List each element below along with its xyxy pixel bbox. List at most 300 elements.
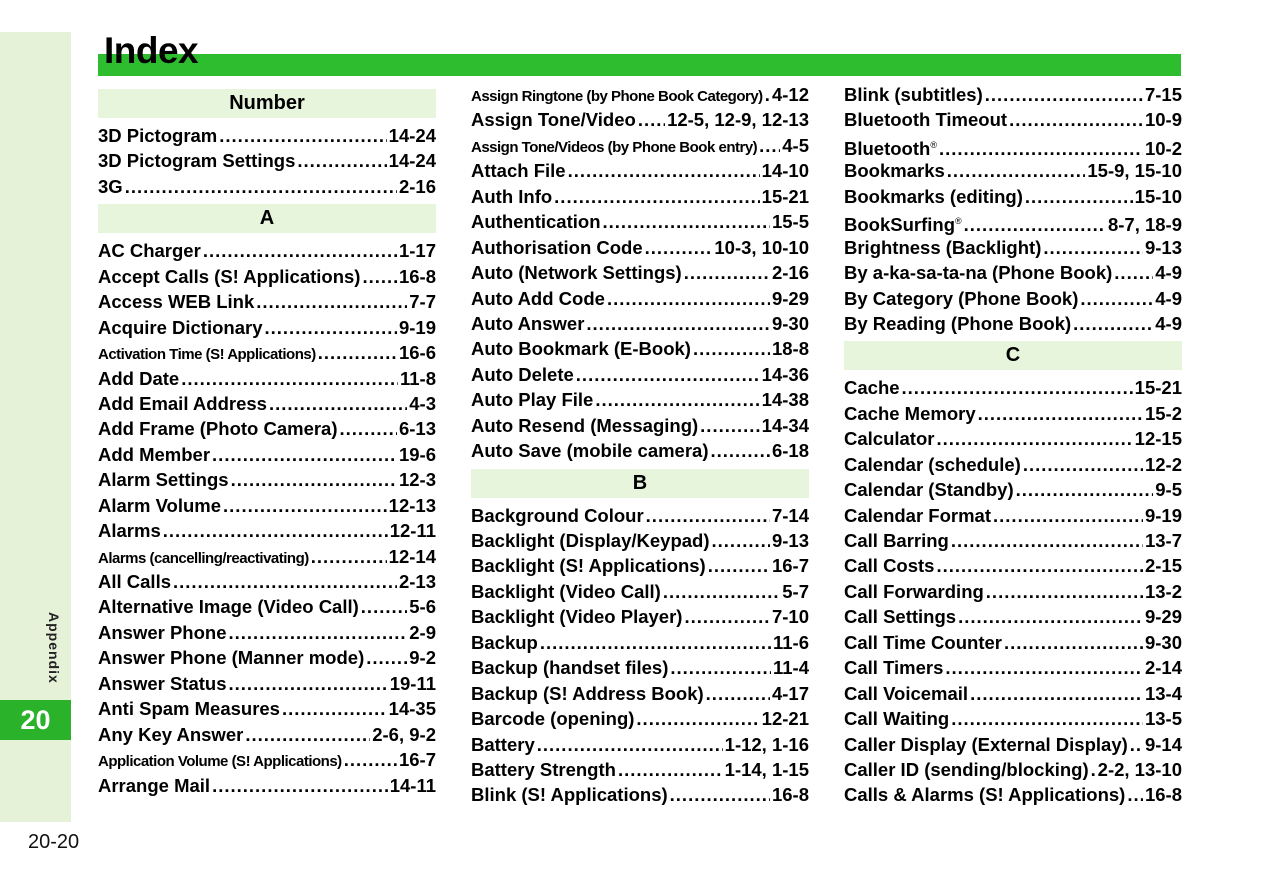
index-page-ref: 9-30 bbox=[771, 312, 809, 334]
dot-leader bbox=[586, 311, 770, 336]
index-entry bbox=[844, 260, 1182, 285]
dot-leader bbox=[366, 645, 407, 670]
index-term: Auto Delete bbox=[471, 363, 574, 385]
index-entry bbox=[98, 123, 436, 148]
index-term: Backup (handset files) bbox=[471, 657, 669, 679]
index-term: Bookmarks bbox=[844, 160, 945, 182]
index-term: By Reading (Phone Book) bbox=[844, 312, 1072, 334]
index-entry bbox=[471, 655, 809, 680]
dot-leader bbox=[340, 416, 397, 441]
index-entry bbox=[844, 158, 1182, 183]
index-term: Auto Answer bbox=[471, 312, 585, 334]
index-term: Backlight (Video Player) bbox=[471, 606, 683, 628]
index-term: Authentication bbox=[471, 211, 601, 233]
index-page-ref: 9-19 bbox=[398, 316, 436, 338]
index-page-ref: 15-10 bbox=[1134, 185, 1182, 207]
dot-leader bbox=[985, 82, 1143, 107]
index-entry bbox=[471, 438, 809, 463]
index-term: Calendar (Standby) bbox=[844, 479, 1014, 501]
index-term: Calendar (schedule) bbox=[844, 453, 1021, 475]
dot-leader bbox=[223, 493, 387, 518]
index-page-ref: 10-2 bbox=[1144, 138, 1182, 160]
index-term: Add Frame (Photo Camera) bbox=[98, 418, 338, 440]
index-page-ref: 12-15 bbox=[1134, 428, 1182, 450]
index-page-ref: 12-5, 12-9, 12-13 bbox=[667, 109, 809, 131]
index-entry bbox=[98, 174, 436, 199]
index-term: Backlight (Video Call) bbox=[471, 580, 661, 602]
dot-leader bbox=[646, 503, 770, 528]
dot-leader bbox=[344, 747, 397, 772]
dot-leader bbox=[712, 528, 770, 553]
index-page-ref: 2-13 bbox=[398, 571, 436, 592]
index-page-ref: 15-5 bbox=[771, 211, 809, 233]
index-term: Add Email Address bbox=[98, 392, 267, 414]
index-entry bbox=[844, 184, 1182, 209]
dot-leader bbox=[256, 289, 407, 314]
dot-leader bbox=[708, 553, 770, 578]
index-page-ref: 4-12 bbox=[771, 84, 809, 105]
dot-leader bbox=[1080, 286, 1153, 311]
index-page-ref: 11-6 bbox=[772, 631, 809, 653]
index-entry bbox=[471, 579, 809, 604]
index-page-ref: 12-3 bbox=[398, 469, 436, 491]
index-page-ref: 4-17 bbox=[771, 682, 809, 704]
index-page-ref: 4-9 bbox=[1155, 312, 1182, 334]
dot-leader bbox=[1025, 184, 1133, 209]
index-page-ref: 12-21 bbox=[761, 708, 809, 730]
index-entry bbox=[471, 82, 809, 107]
index-term: Application Volume (S! Applications) bbox=[98, 753, 342, 771]
index-term: All Calls bbox=[98, 571, 171, 592]
index-entry bbox=[844, 604, 1182, 629]
dot-leader bbox=[554, 184, 760, 209]
dot-leader bbox=[229, 620, 408, 645]
index-entry bbox=[844, 452, 1182, 477]
index-term: Any Key Answer bbox=[98, 723, 244, 745]
index-entry bbox=[471, 681, 809, 706]
dot-leader bbox=[706, 681, 770, 706]
index-term: Add Member bbox=[98, 443, 211, 465]
index-term: Call Time Counter bbox=[844, 631, 1002, 653]
index-term: Auto Add Code bbox=[471, 287, 605, 309]
index-page-ref: 14-35 bbox=[388, 698, 436, 720]
index-entry bbox=[471, 235, 809, 260]
registered-mark: ® bbox=[930, 139, 937, 150]
dot-leader bbox=[1130, 732, 1143, 757]
index-term: Assign Tone/Videos (by Phone Book entry) bbox=[471, 138, 758, 156]
index-entry bbox=[471, 387, 809, 412]
index-term: Call Costs bbox=[844, 555, 935, 577]
index-entry bbox=[98, 340, 436, 365]
index-term: Background Colour bbox=[471, 504, 644, 526]
dot-leader bbox=[318, 340, 397, 365]
index-page-ref: 7-15 bbox=[1144, 84, 1182, 105]
index-term: Attach File bbox=[471, 160, 566, 182]
index-entry bbox=[98, 722, 436, 747]
index-page-ref: 2-16 bbox=[771, 262, 809, 284]
index-entry bbox=[844, 375, 1182, 400]
index-entry bbox=[98, 518, 436, 543]
dot-leader bbox=[645, 235, 713, 260]
index-term: Battery bbox=[471, 733, 535, 755]
index-term: Calendar Format bbox=[844, 504, 992, 526]
dot-leader bbox=[1114, 260, 1153, 285]
index-term: 3D Pictogram bbox=[98, 125, 218, 146]
index-term: Bluetooth Timeout bbox=[844, 109, 1008, 131]
index-page-ref: 14-24 bbox=[388, 125, 436, 146]
index-page-ref: 2-6, 9-2 bbox=[372, 723, 436, 745]
title-bar bbox=[98, 54, 1181, 76]
dot-leader bbox=[693, 336, 770, 361]
dot-leader bbox=[970, 681, 1143, 706]
index-page-ref: 1-12, 1-16 bbox=[724, 733, 809, 755]
index-entry bbox=[471, 782, 809, 807]
index-page-ref: 14-10 bbox=[761, 160, 809, 182]
index-page-ref: 2-2, 13-10 bbox=[1097, 758, 1182, 780]
index-entry bbox=[98, 416, 436, 441]
dot-leader bbox=[568, 158, 760, 183]
index-page-ref: 13-4 bbox=[1144, 682, 1182, 704]
index-entry bbox=[844, 732, 1182, 757]
index-page-ref: 11-8 bbox=[399, 367, 436, 389]
index-page-ref: 12-14 bbox=[388, 545, 436, 567]
index-entry bbox=[98, 467, 436, 492]
index-entry bbox=[98, 569, 436, 594]
index-term: Battery Strength bbox=[471, 758, 616, 780]
section-heading: C bbox=[844, 341, 1182, 370]
index-entry bbox=[844, 209, 1182, 234]
index-page-ref: 15-2 bbox=[1144, 402, 1182, 424]
index-page-ref: 14-36 bbox=[761, 363, 809, 385]
index-entry bbox=[844, 782, 1182, 807]
index-term: Brightness (Backlight) bbox=[844, 236, 1042, 258]
index-entry bbox=[98, 747, 436, 772]
index-term: Cache Memory bbox=[844, 402, 976, 424]
index-page-ref: 12-13 bbox=[388, 494, 436, 516]
index-term: Arrange Mail bbox=[98, 774, 211, 796]
dot-leader bbox=[902, 375, 1133, 400]
dot-leader bbox=[1016, 477, 1154, 502]
index-term: Barcode (opening) bbox=[471, 708, 635, 730]
index-entry bbox=[98, 238, 436, 263]
index-page-ref: 12-2 bbox=[1144, 453, 1182, 475]
index-term: Acquire Dictionary bbox=[98, 316, 263, 338]
index-page-ref: 16-8 bbox=[1144, 784, 1182, 806]
index-entry bbox=[98, 391, 436, 416]
index-entry bbox=[98, 493, 436, 518]
dot-leader bbox=[663, 579, 780, 604]
index-entry bbox=[471, 630, 809, 655]
dot-leader bbox=[636, 706, 759, 731]
section-heading: Number bbox=[98, 89, 436, 118]
index-page-ref: 10-9 bbox=[1144, 109, 1182, 131]
index-entry bbox=[844, 133, 1182, 158]
index-entry bbox=[471, 706, 809, 731]
index-page-ref: 4-9 bbox=[1155, 262, 1182, 284]
dot-leader bbox=[993, 503, 1143, 528]
index-term: Auto Save (mobile camera) bbox=[471, 440, 709, 462]
dot-leader bbox=[537, 732, 723, 757]
index-entry bbox=[471, 158, 809, 183]
index-entry bbox=[98, 696, 436, 721]
dot-leader bbox=[936, 426, 1132, 451]
dot-leader bbox=[759, 133, 780, 158]
dot-leader bbox=[212, 442, 397, 467]
section-heading: A bbox=[98, 204, 436, 233]
dot-leader bbox=[603, 209, 770, 234]
index-page-ref: 14-38 bbox=[761, 389, 809, 411]
dot-leader bbox=[638, 107, 665, 132]
index-term: Blink (S! Applications) bbox=[471, 784, 668, 806]
index-entry bbox=[844, 401, 1182, 426]
dot-leader bbox=[1091, 757, 1096, 782]
index-page-ref: 16-7 bbox=[771, 555, 809, 577]
index-page-ref: 9-29 bbox=[771, 287, 809, 309]
index-entry bbox=[471, 604, 809, 629]
index-page-ref: 10-3, 10-10 bbox=[714, 236, 809, 258]
index-term: Backlight (Display/Keypad) bbox=[471, 530, 710, 551]
dot-leader bbox=[245, 722, 370, 747]
index-term: Bluetooth® bbox=[844, 138, 937, 160]
index-term: Calls & Alarms (S! Applications) bbox=[844, 784, 1126, 806]
index-entry bbox=[98, 594, 436, 619]
index-page-ref: 4-5 bbox=[782, 134, 809, 156]
dot-leader bbox=[1073, 311, 1153, 336]
dot-leader bbox=[297, 148, 386, 173]
index-page-ref: 8-7, 18-9 bbox=[1107, 214, 1182, 236]
index-term: Answer Phone bbox=[98, 621, 227, 643]
dot-leader bbox=[362, 264, 397, 289]
index-page-ref: 14-34 bbox=[761, 414, 809, 436]
index-term: Auto Play File bbox=[471, 389, 594, 411]
index-term: Cache bbox=[844, 377, 900, 399]
index-term: Assign Ringtone (by Phone Book Category) bbox=[471, 88, 763, 105]
dot-leader bbox=[1004, 630, 1143, 655]
index-term: Call Timers bbox=[844, 657, 944, 679]
index-entry bbox=[471, 553, 809, 578]
index-term: Backlight (S! Applications) bbox=[471, 555, 706, 577]
index-entry bbox=[844, 553, 1182, 578]
index-term: Alarms bbox=[98, 520, 161, 542]
index-term: By a-ka-sa-ta-na (Phone Book) bbox=[844, 262, 1113, 284]
index-term: Backup bbox=[471, 631, 538, 653]
dot-leader bbox=[607, 286, 770, 311]
index-entry bbox=[844, 706, 1182, 731]
index-entry bbox=[98, 645, 436, 670]
index-page-ref: 2-9 bbox=[409, 621, 436, 643]
index-page-ref: 16-7 bbox=[398, 749, 436, 771]
index-term: Auth Info bbox=[471, 185, 553, 207]
index-page-ref: 15-21 bbox=[761, 185, 809, 207]
dot-leader bbox=[576, 362, 760, 387]
index-page-ref: 14-11 bbox=[389, 774, 436, 796]
dot-leader bbox=[684, 604, 770, 629]
index-entry bbox=[844, 528, 1182, 553]
index-page-ref: 2-15 bbox=[1144, 555, 1182, 577]
dot-leader bbox=[231, 467, 397, 492]
index-column-1 bbox=[98, 89, 436, 798]
index-page-ref: 15-21 bbox=[1134, 377, 1182, 399]
dot-leader bbox=[212, 773, 388, 798]
index-term: Authorisation Code bbox=[471, 236, 643, 258]
dot-leader bbox=[163, 518, 388, 543]
index-entry bbox=[98, 366, 436, 391]
dot-leader bbox=[181, 366, 398, 391]
index-page-ref: 19-11 bbox=[389, 672, 436, 694]
index-term: Accept Calls (S! Applications) bbox=[98, 265, 361, 287]
index-entry bbox=[844, 757, 1182, 782]
index-column-2 bbox=[471, 82, 809, 808]
dot-leader bbox=[311, 544, 387, 569]
index-term: AC Charger bbox=[98, 240, 201, 262]
index-page-ref: 9-5 bbox=[1155, 479, 1182, 501]
index-page-ref: 1-14, 1-15 bbox=[724, 758, 809, 780]
index-page-ref: 16-8 bbox=[398, 265, 436, 287]
index-page-ref: 9-30 bbox=[1144, 631, 1182, 653]
index-page-ref: 19-6 bbox=[398, 443, 436, 465]
index-page-ref: 4-9 bbox=[1155, 287, 1182, 309]
index-entry bbox=[844, 107, 1182, 132]
dot-leader bbox=[269, 391, 407, 416]
page-title: Index bbox=[104, 30, 199, 71]
index-page-ref: 9-29 bbox=[1144, 606, 1182, 628]
index-entry bbox=[471, 311, 809, 336]
dot-leader bbox=[219, 123, 386, 148]
index-entry bbox=[471, 133, 809, 158]
index-page-ref: 7-10 bbox=[771, 606, 809, 628]
dot-leader bbox=[951, 706, 1143, 731]
index-term: Alarms (cancelling/reactivating) bbox=[98, 549, 309, 567]
dot-leader bbox=[670, 655, 771, 680]
index-term: Calculator bbox=[844, 428, 935, 450]
index-page-ref: 9-13 bbox=[771, 530, 809, 551]
index-term: Auto (Network Settings) bbox=[471, 262, 682, 284]
index-entry bbox=[844, 311, 1182, 336]
registered-mark: ® bbox=[955, 216, 962, 227]
index-page-ref: 1-17 bbox=[398, 240, 436, 262]
index-term: Answer Status bbox=[98, 672, 227, 694]
index-term: By Category (Phone Book) bbox=[844, 287, 1079, 309]
index-page-ref: 9-14 bbox=[1144, 733, 1182, 755]
index-entry bbox=[844, 477, 1182, 502]
page-number: 20-20 bbox=[28, 831, 80, 853]
index-page-ref: 14-24 bbox=[388, 150, 436, 172]
index-term: Alarm Settings bbox=[98, 469, 229, 491]
dot-leader bbox=[684, 260, 770, 285]
index-entry bbox=[98, 773, 436, 798]
index-term: Caller ID (sending/blocking) bbox=[844, 758, 1089, 780]
index-page-ref: 5-6 bbox=[409, 596, 436, 618]
index-entry bbox=[98, 289, 436, 314]
index-entry bbox=[471, 528, 809, 553]
index-page-ref: 12-11 bbox=[389, 520, 436, 542]
index-term: Alternative Image (Video Call) bbox=[98, 596, 359, 618]
dot-leader bbox=[936, 553, 1143, 578]
index-term: Call Forwarding bbox=[844, 580, 984, 602]
index-entry bbox=[471, 184, 809, 209]
chapter-number-badge: 20 bbox=[0, 700, 71, 740]
index-term: Call Waiting bbox=[844, 708, 950, 730]
dot-leader bbox=[595, 387, 759, 412]
index-entry bbox=[844, 681, 1182, 706]
index-term: Add Date bbox=[98, 367, 180, 389]
index-entry bbox=[471, 413, 809, 438]
index-entry bbox=[471, 286, 809, 311]
index-page-ref: 13-2 bbox=[1144, 580, 1182, 602]
index-page-ref: 15-9, 15-10 bbox=[1087, 160, 1182, 182]
index-entry bbox=[471, 757, 809, 782]
index-term: Call Settings bbox=[844, 606, 957, 628]
index-page-ref: 4-3 bbox=[409, 392, 436, 414]
index-entry bbox=[471, 260, 809, 285]
index-entry bbox=[844, 630, 1182, 655]
index-page-ref: 9-13 bbox=[1144, 236, 1182, 258]
index-term: Anti Spam Measures bbox=[98, 698, 280, 720]
index-term: Call Barring bbox=[844, 530, 949, 551]
index-term: Assign Tone/Video bbox=[471, 109, 636, 131]
index-term: Auto Resend (Messaging) bbox=[471, 414, 699, 436]
index-entry bbox=[98, 671, 436, 696]
index-entry bbox=[98, 148, 436, 173]
index-term: Blink (subtitles) bbox=[844, 84, 983, 105]
dot-leader bbox=[1043, 235, 1143, 260]
index-term: Caller Display (External Display) bbox=[844, 733, 1128, 755]
index-page-ref: 18-8 bbox=[771, 338, 809, 360]
dot-leader bbox=[618, 757, 723, 782]
index-entry bbox=[844, 286, 1182, 311]
dot-leader bbox=[986, 579, 1143, 604]
index-page-ref: 6-13 bbox=[398, 418, 436, 440]
index-entry bbox=[98, 620, 436, 645]
index-entry bbox=[471, 362, 809, 387]
dot-leader bbox=[1023, 452, 1143, 477]
index-term: Call Voicemail bbox=[844, 682, 969, 704]
dot-leader bbox=[361, 594, 407, 619]
index-term: Activation Time (S! Applications) bbox=[98, 346, 316, 364]
index-page-ref: 9-19 bbox=[1144, 504, 1182, 526]
index-entry bbox=[844, 235, 1182, 260]
index-page-ref: 6-18 bbox=[771, 440, 809, 462]
dot-leader bbox=[945, 655, 1143, 680]
index-term: BookSurfing® bbox=[844, 214, 962, 236]
dot-leader bbox=[958, 604, 1143, 629]
index-page-ref: 7-14 bbox=[771, 504, 809, 526]
dot-leader bbox=[1127, 782, 1143, 807]
dot-leader bbox=[265, 315, 397, 340]
index-page-ref: 11-4 bbox=[772, 657, 809, 679]
index-page-ref: 13-5 bbox=[1144, 708, 1182, 730]
index-entry bbox=[471, 209, 809, 234]
dot-leader bbox=[700, 413, 760, 438]
index-page-ref: 7-7 bbox=[409, 291, 436, 313]
index-page-ref: 9-2 bbox=[409, 647, 436, 669]
dot-leader bbox=[978, 401, 1143, 426]
index-term: Bookmarks (editing) bbox=[844, 185, 1023, 207]
dot-leader bbox=[540, 630, 771, 655]
dot-leader bbox=[711, 438, 770, 463]
index-entry bbox=[844, 503, 1182, 528]
dot-leader bbox=[282, 696, 387, 721]
index-entry bbox=[471, 503, 809, 528]
index-entry bbox=[844, 655, 1182, 680]
dot-leader bbox=[1009, 107, 1143, 132]
index-term: 3D Pictogram Settings bbox=[98, 150, 296, 172]
index-page-ref: 13-7 bbox=[1144, 530, 1182, 551]
dot-leader bbox=[203, 238, 397, 263]
index-term: Auto Bookmark (E-Book) bbox=[471, 338, 691, 360]
dot-leader bbox=[229, 671, 388, 696]
index-page-ref: 16-6 bbox=[398, 342, 436, 364]
